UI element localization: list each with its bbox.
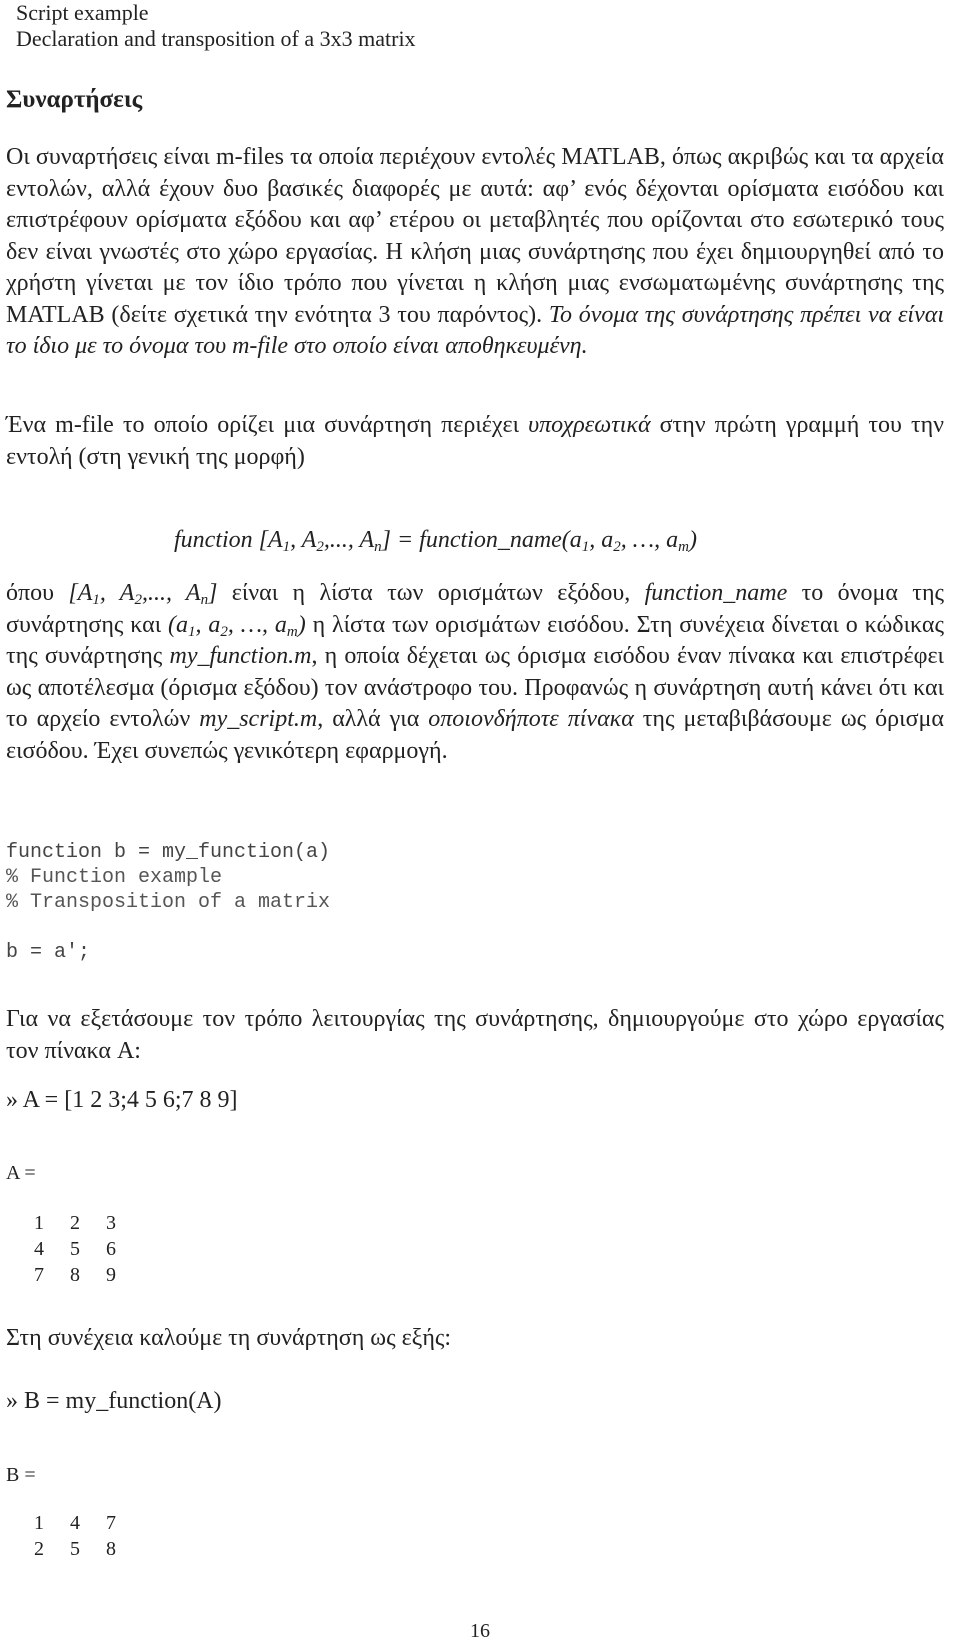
formula-part: ] = function_name(a: [381, 527, 582, 553]
para3-part: ,..., A: [141, 580, 201, 606]
matrix-a: [34, 1210, 142, 1288]
code-line: function b = my_function(a): [6, 841, 331, 864]
matrix-cell: 5: [70, 1538, 80, 1560]
para3-part: [A: [68, 580, 93, 606]
matrix-cell: 2: [70, 1212, 80, 1234]
para3-part: , η οποία δέχεται ως όρισμα εισόδου έναν πίνακα και επιστρέφει ως αποτέλεσμα (όρισμα εξόδου) τον ανάστροφο του. Προφανώς η συνάρτηση αυτή κάνει ότι και το αρχείο εντολών: [6, 643, 945, 732]
para3-part: , αλλά για: [317, 706, 429, 732]
para3-part: οποιονδήποτε πίνακα: [428, 706, 634, 732]
page-header: [16, 0, 416, 52]
para3-part: είναι η λίστα των ορισμάτων εξόδου,: [217, 580, 645, 606]
paragraph-call-function: Στη συνέχεια καλούμε τη συνάρτηση ως εξής:: [6, 1325, 452, 1351]
para3-part: η λίστα των ορισμάτων εισόδου. Στη συνέχεια δίνεται ο κώδικας της συνάρτησης: [6, 611, 945, 669]
para3-part: ]: [208, 580, 218, 606]
matrix-cell: 7: [106, 1512, 116, 1534]
para3-part: function_name: [644, 580, 788, 606]
para3-part: όπου: [6, 580, 69, 606]
matrix-cell: 9: [106, 1264, 116, 1286]
result-b-label: B =: [6, 1464, 36, 1486]
formula-sub: m: [678, 539, 689, 555]
para1-italic: Το όνομα της συνάρτησης πρέπει να είναι το ίδιο με το όνομα του m-file στο οποίο είναι αποθηκευμένη.: [6, 301, 944, 359]
matrix-row: [34, 1510, 142, 1536]
matrix-cell: 8: [106, 1538, 116, 1560]
matrix-b: [34, 1510, 142, 1562]
para3-part: , …, a: [227, 611, 287, 638]
document-page: [6, 0, 946, 1646]
para3-sub: m: [286, 623, 298, 640]
code-comment-line: % Transposition of a matrix: [6, 891, 331, 914]
paragraph-function-explanation: [6, 578, 944, 767]
para3-part: , a: [195, 611, 221, 638]
formula-part: ): [688, 527, 697, 553]
matrix-row: [34, 1210, 142, 1236]
header-line-2: Declaration and transposition of a 3x3 matrix: [16, 26, 416, 51]
para3-part: ): [297, 611, 306, 638]
formula-sub: n: [374, 539, 382, 555]
header-line-1: Script example: [16, 0, 149, 25]
para2-after: στην πρώτη γραμμή του την εντολή (στη γενική της μορφή): [6, 412, 944, 470]
matrix-row: [34, 1536, 142, 1562]
function-signature-formula: [174, 527, 697, 554]
matrix-cell: 7: [34, 1264, 44, 1286]
para3-sub: 1: [92, 592, 100, 608]
para3-sub: 2: [220, 623, 228, 640]
formula-sub: 1: [282, 539, 291, 555]
para3-part: , A: [99, 580, 135, 606]
para3-part: της μεταβιβάσουμε ως όρισμα εισόδου. Έχει συνεπώς γενικότερη εφαρμογή.: [6, 706, 944, 764]
code-comment-line: % Function example: [6, 866, 223, 889]
formula-part: ,..., A: [323, 527, 375, 553]
matrix-cell: 4: [34, 1238, 44, 1260]
formula-sub: 2: [613, 539, 621, 555]
para1-text: Οι συναρτήσεις είναι m-files τα οποία περιέχουν εντολές MATLAB, όπως ακριβώς και τα αρχεία εντολών, αλλά έχουν δυο βασικές διαφορές με αυτά: αφ’ ενός δέχονται ορίσματα εισόδου και επιστρέφουν ορίσματα εξόδου και αφ’ ετέρου οι μεταβλητές που ορίζονται στο εσωτερικό τους δεν είναι γνωστές στο χώρο εργασίας. Η κλήση μιας συνάρτησης που έχει δημιουργηθεί από το χρήστη γίνεται με τον ίδιο τρόπο που γίνεται η κλήση μιας ενσωματωμένης συνάρτησης της MATLAB (δείτε σχετικά την ενότητα 3 του παρόντος).: [6, 144, 944, 328]
para2-italic: υποχρεωτικά: [528, 412, 651, 438]
para3-part: το όνομα της συνάρτησης και: [6, 580, 945, 638]
matrix-cell: 4: [70, 1512, 80, 1534]
matrix-cell: 8: [70, 1264, 80, 1286]
command-call-function: » B = my_function(A): [6, 1388, 222, 1414]
para3-sub: 2: [134, 592, 142, 608]
command-create-matrix: » A = [1 2 3;4 5 6;7 8 9]: [6, 1087, 238, 1113]
formula-part: , a: [589, 527, 614, 553]
code-line: b = a';: [6, 941, 91, 964]
formula-sub: 2: [316, 539, 324, 555]
para3-part: (a: [168, 611, 189, 638]
matrix-row: [34, 1262, 142, 1288]
matrix-cell: 1: [34, 1212, 44, 1234]
matrix-cell: 5: [70, 1238, 80, 1260]
matrix-cell: 2: [34, 1538, 44, 1560]
matrix-cell: 6: [106, 1238, 116, 1260]
formula-part: function [A: [174, 527, 283, 553]
code-block: [6, 840, 330, 965]
para3-sub: n: [200, 592, 209, 608]
para3-sub: 1: [188, 623, 196, 640]
para3-part: my_function.m: [169, 643, 312, 669]
matrix-row: [34, 1236, 142, 1262]
matrix-cell: 3: [106, 1212, 116, 1234]
formula-sub: 1: [581, 539, 590, 555]
page-number: 16: [470, 1620, 490, 1642]
para3-part: my_script.m: [199, 706, 318, 732]
paragraph-functions-intro: [6, 142, 944, 363]
formula-part: , …, a: [620, 527, 679, 553]
matrix-cell: 1: [34, 1512, 44, 1534]
code-blank-line: [6, 915, 330, 940]
paragraph-test-intro: Για να εξετάσουμε τον τρόπο λειτουργίας της συνάρτησης, δημιουργούμε στο χώρο εργασίας τον πίνακα A:: [6, 1006, 944, 1064]
section-title: Συναρτήσεις: [6, 86, 143, 113]
formula-part: , A: [290, 527, 317, 553]
paragraph-function-definition: [6, 410, 944, 473]
para2-before: Ένα m-file το οποίο ορίζει μια συνάρτηση περιέχει: [6, 412, 529, 438]
result-a-label: A =: [6, 1162, 36, 1184]
